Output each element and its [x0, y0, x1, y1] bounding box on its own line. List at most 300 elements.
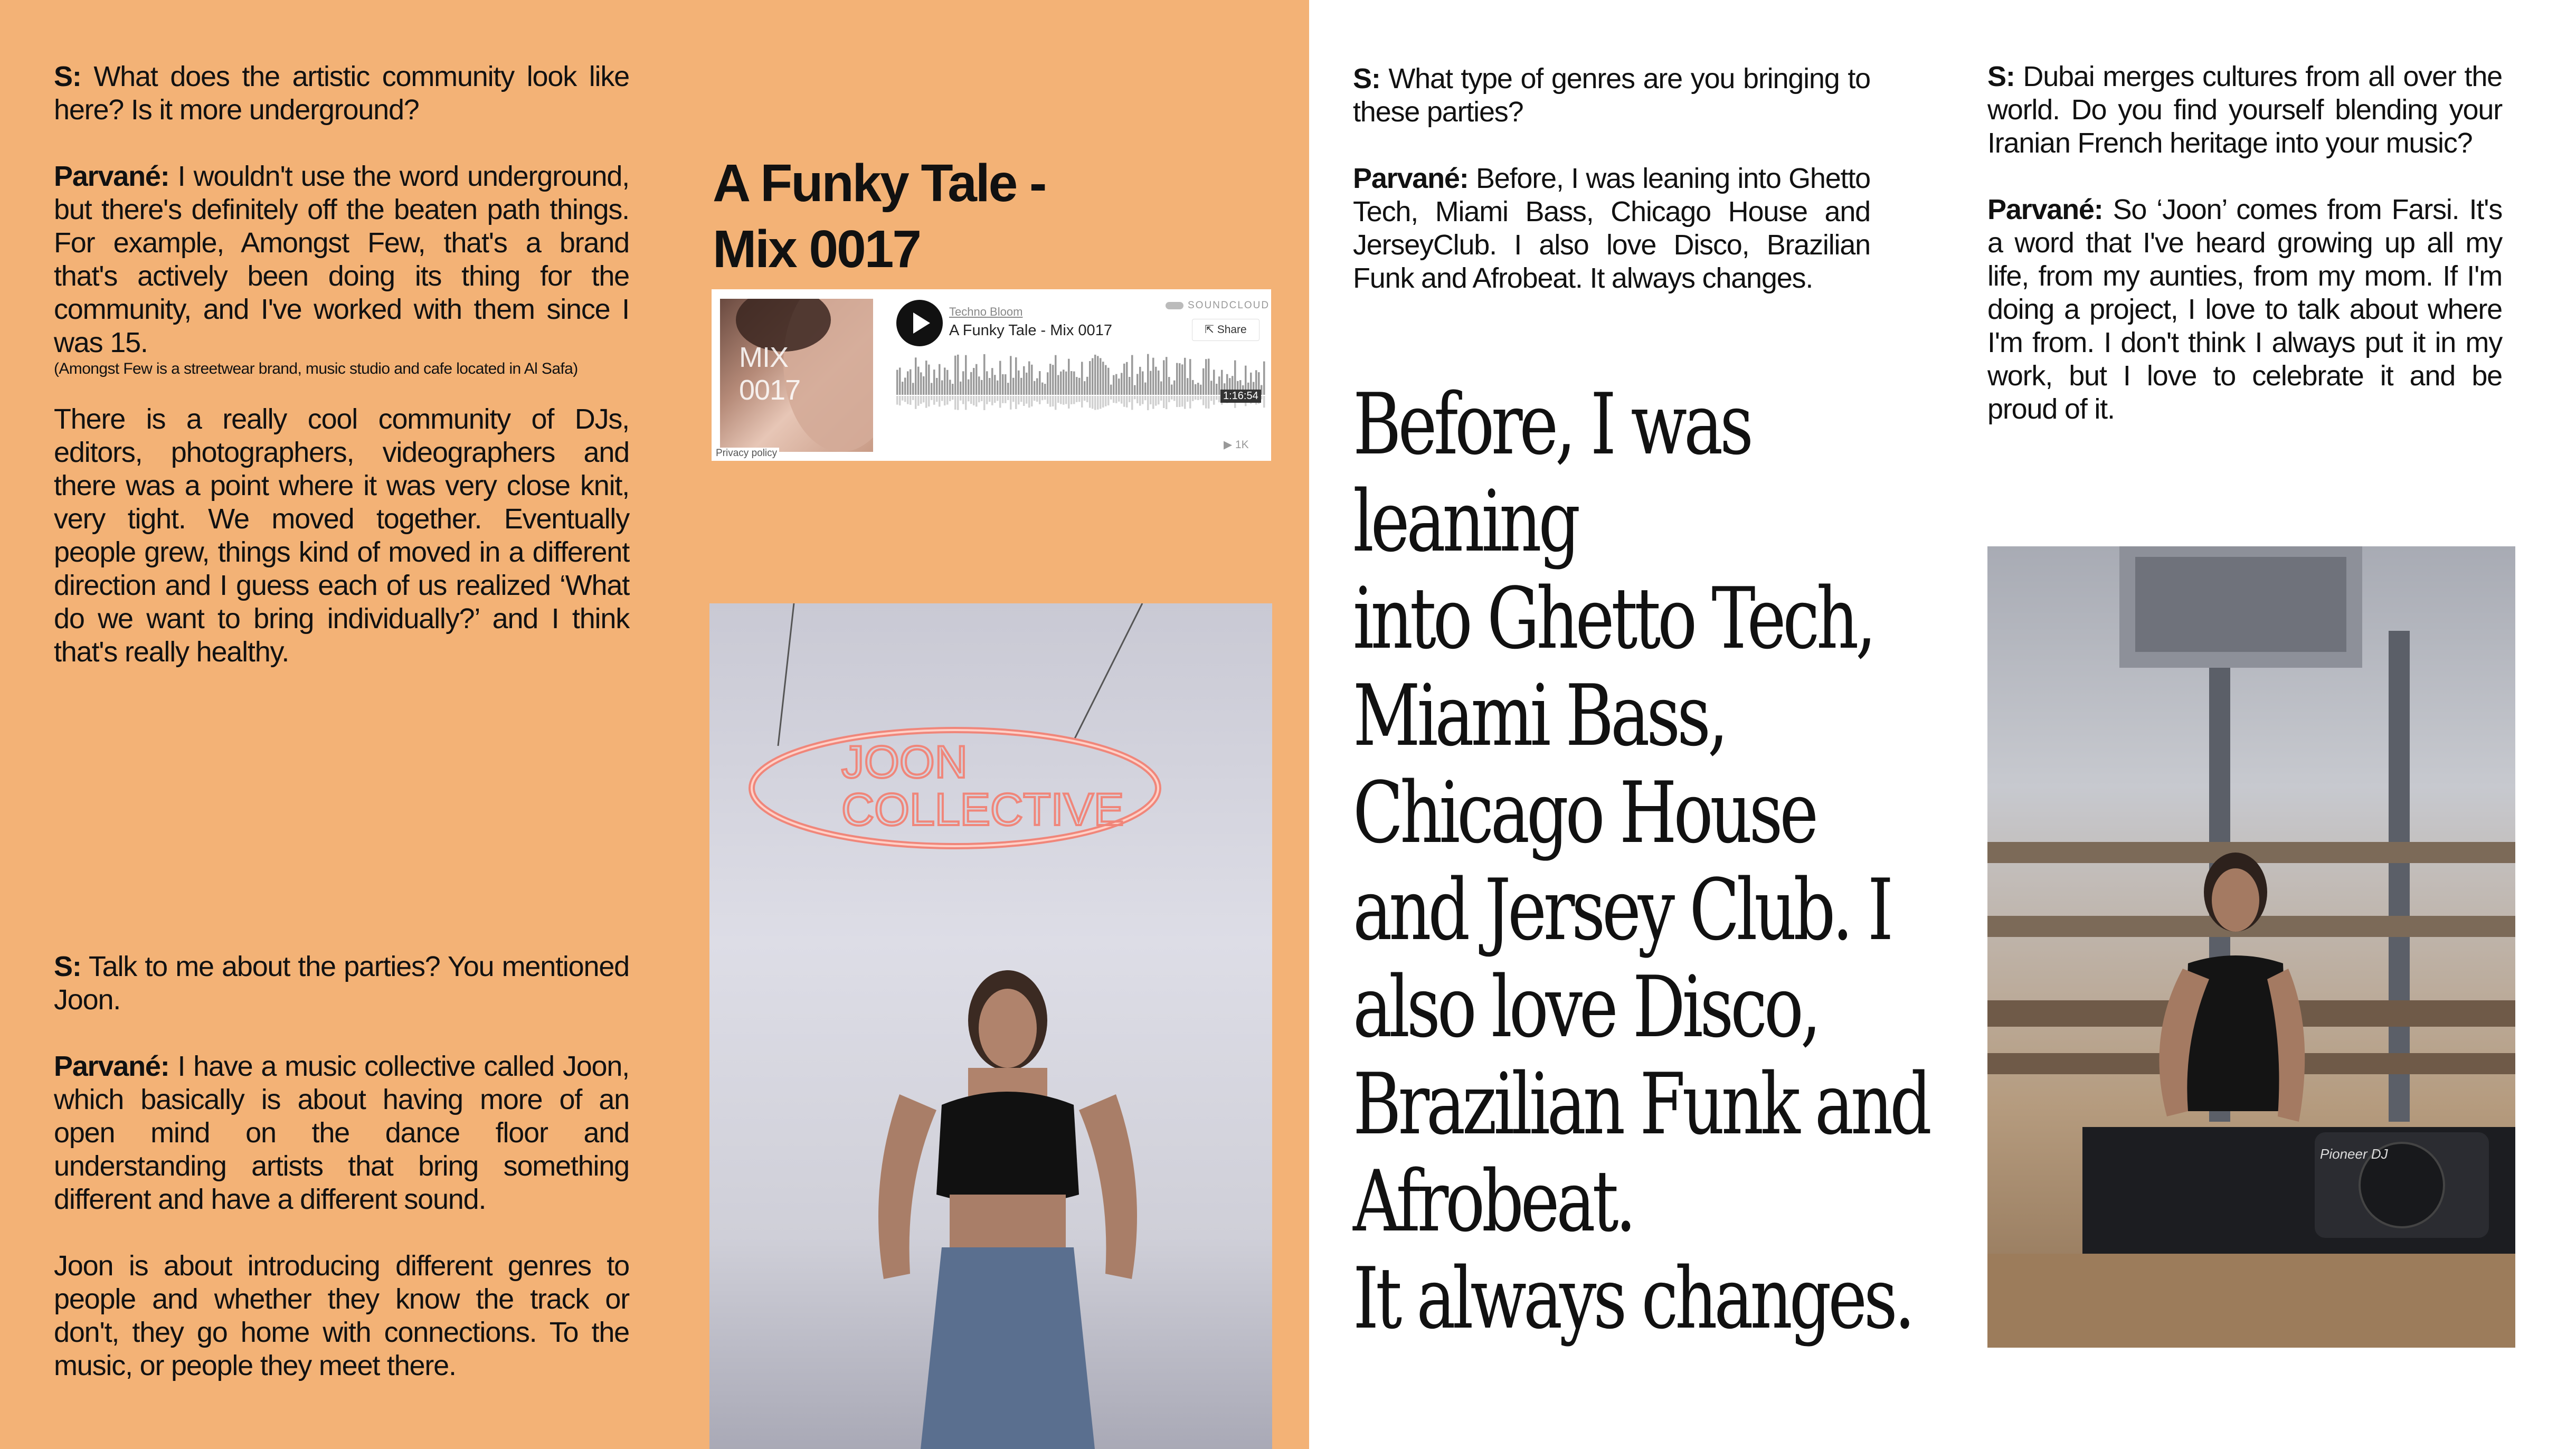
pull-quote-line: Miami Bass,: [1353, 666, 1726, 765]
interview-block-community: [54, 60, 629, 702]
waveform-reflection-bar: [1015, 396, 1017, 409]
waveform-reflection-bar: [1184, 396, 1186, 409]
waveform-bar: [1213, 370, 1215, 395]
waveform-reflection-bar: [1158, 396, 1160, 404]
waveform-reflection-bar: [1110, 396, 1112, 400]
waveform-reflection-bar: [915, 396, 917, 409]
waveform-bar: [1044, 384, 1046, 395]
waveform-reflection-bar: [1073, 396, 1075, 404]
waveform-reflection-bar: [944, 396, 946, 405]
waveform-bar: [1144, 383, 1147, 395]
waveform[interactable]: [896, 353, 1266, 421]
photo-illustration: [709, 603, 1272, 1449]
waveform-bar: [960, 382, 962, 395]
waveform-bar: [1107, 368, 1110, 395]
waveform-reflection-bar: [986, 396, 988, 404]
waveform-bar: [1057, 375, 1059, 395]
answer-text: Before, I was leaning into Ghetto Tech, Miami Bass, Chicago House and JerseyClub. I also love Disco, Brazilian Funk and Afrobeat. It always changes.: [1353, 163, 1870, 294]
waveform-bar: [1034, 381, 1036, 395]
waveform-bar: [1137, 374, 1139, 395]
waveform-bar: [1142, 372, 1144, 395]
waveform-bar: [1068, 359, 1070, 395]
waveform-bar: [1041, 383, 1044, 395]
waveform-bar: [1002, 374, 1004, 395]
waveform-reflection-bar: [1171, 396, 1173, 400]
waveform-bar: [983, 354, 986, 395]
waveform-reflection-bar: [907, 396, 909, 404]
waveform-reflection-bar: [1139, 396, 1141, 406]
pull-quote-line: It always changes.: [1353, 1249, 1912, 1348]
waveform-bar: [991, 368, 993, 395]
waveform-bar: [1031, 365, 1033, 395]
answer-text: I have a music collective called Joon, which basically is about having more of an open mind on the dance floor and understanding artists that bring something different and have a different sound.: [54, 1050, 629, 1215]
waveform-bar: [1039, 371, 1041, 395]
waveform-reflection-bar: [904, 396, 906, 402]
waveform-bar: [928, 365, 930, 395]
waveform-reflection-bar: [1102, 396, 1104, 408]
play-icon: [912, 312, 930, 334]
waveform-bar: [1202, 368, 1205, 395]
waveform-bar: [1065, 372, 1067, 395]
waveform-bar: [1205, 359, 1207, 395]
pull-quote: [1353, 376, 1929, 1347]
waveform-reflection-bar: [1010, 396, 1012, 410]
waveform-reflection-bar: [1121, 396, 1123, 404]
waveform-bar: [1179, 363, 1181, 395]
waveform-bar: [1115, 374, 1117, 395]
artwork-text: MIX 0017: [739, 342, 801, 406]
waveform-bar: [1094, 355, 1096, 395]
waveform-reflection-bar: [1031, 396, 1033, 406]
waveform-reflection-bar: [1115, 396, 1117, 403]
waveform-reflection-bar: [997, 396, 999, 401]
waveform-bar: [1049, 364, 1052, 395]
waveform-bar: [962, 371, 964, 395]
waveform-reflection-bar: [1076, 396, 1078, 402]
waveform-bar: [915, 357, 917, 395]
waveform-reflection-bar: [1063, 396, 1065, 405]
waveform-bar: [1005, 374, 1007, 395]
waveform-reflection-bar: [946, 396, 949, 405]
waveform-reflection-bar: [1129, 396, 1131, 402]
waveform-bar: [1081, 362, 1083, 395]
waveform-bar: [973, 368, 975, 395]
waveform-reflection-bar: [1134, 396, 1136, 399]
waveform-reflection-bar: [978, 396, 980, 402]
waveform-reflection-bar: [1131, 396, 1133, 410]
track-title[interactable]: A Funky Tale - Mix 0017: [949, 322, 1112, 339]
plays-icon: ▶: [1224, 439, 1235, 451]
waveform-reflection-bar: [1097, 396, 1099, 410]
waveform-reflection-bar: [941, 396, 943, 401]
waveform-reflection-bar: [1007, 396, 1009, 400]
answer-text: So ‘Joon’ comes from Farsi. It's a word that I've heard growing up all my life, from my aunties, from my mom. If I'm doing a project, I love to talk about where I'm from. I don't think I always put it in my work, but I love to celebrate it and be proud of it.: [1987, 194, 2502, 425]
question-text: What does the artistic community look like here? Is it more underground?: [54, 61, 629, 126]
waveform-bar: [968, 380, 970, 395]
waveform-bar: [1113, 375, 1115, 395]
waveform-bar: [1100, 358, 1102, 395]
waveform-bar: [944, 367, 946, 395]
waveform-bar: [1086, 377, 1088, 395]
waveform-bar: [1131, 355, 1133, 395]
mix-title-line-2: Mix 0017: [713, 220, 920, 279]
speaker-label: Parvané:: [1353, 163, 1469, 194]
waveform-bar: [1216, 384, 1218, 395]
waveform-bar: [1089, 361, 1091, 395]
waveform-reflection-bar: [920, 396, 922, 404]
track-artwork[interactable]: [720, 299, 873, 452]
waveform-bar: [941, 381, 943, 395]
waveform-bar: [989, 378, 991, 395]
waveform-bar: [986, 371, 988, 395]
waveform-reflection-bar: [1163, 396, 1165, 408]
waveform-bar: [1163, 360, 1165, 395]
waveform-bar: [1026, 373, 1028, 395]
waveform-reflection-bar: [1018, 396, 1020, 404]
waveform-bar: [954, 356, 956, 395]
waveform-bar: [925, 361, 927, 395]
waveform-reflection-bar: [1166, 396, 1168, 409]
waveform-reflection-bar: [1202, 396, 1205, 405]
waveform-reflection-bar: [1155, 396, 1157, 406]
waveform-reflection-bar: [1176, 396, 1178, 407]
waveform-bar: [902, 382, 904, 395]
soundcloud-player[interactable]: [712, 289, 1271, 461]
speaker-label: Parvané:: [54, 1050, 169, 1082]
waveform-reflection-bar: [968, 396, 970, 401]
waveform-bar: [1200, 385, 1202, 395]
speaker-label: S:: [1353, 63, 1380, 94]
waveform-reflection-bar: [954, 396, 956, 410]
waveform-bar: [896, 370, 898, 395]
waveform-bar: [1028, 362, 1030, 395]
question-text: Talk to me about the parties? You mentioned Joon.: [54, 951, 629, 1016]
waveform-reflection-bar: [957, 396, 959, 410]
waveform-bar: [1105, 365, 1107, 395]
waveform-bar: [1015, 357, 1017, 395]
waveform-bar: [1020, 378, 1022, 395]
waveform-reflection-bar: [1023, 396, 1025, 406]
waveform-reflection-bar: [1084, 396, 1086, 401]
waveform-bar: [939, 364, 941, 395]
waveform-bar: [999, 361, 1001, 395]
speaker-label: S:: [54, 951, 81, 982]
waveform-reflection-bar: [1113, 396, 1115, 403]
waveform-bar: [1139, 367, 1141, 395]
waveform-bar: [1063, 370, 1065, 395]
waveform-bar: [933, 370, 935, 395]
answer-text: There is a really cool community of DJs, editors, photographers, videographers and there was a point where it was very close knit, very tight. We moved together. Eventually people grew, things kind of moved in a different direction and I guess each of us realized ‘What do we want to bring individually?’ and I think that's really healthy.: [54, 403, 629, 668]
waveform-reflection-bar: [1094, 396, 1096, 410]
waveform-bar: [1166, 357, 1168, 395]
waveform-bar: [1184, 358, 1186, 395]
waveform-bar: [1078, 378, 1081, 395]
waveform-reflection-bar: [1081, 396, 1083, 408]
waveform-reflection-bar: [1147, 396, 1149, 410]
waveform-reflection-bar: [1181, 396, 1183, 406]
interview-block-parties: [54, 950, 629, 1416]
waveform-bar: [1263, 362, 1265, 395]
waveform-reflection-bar: [1047, 396, 1049, 404]
answer-text: I wouldn't use the word underground, but there's definitely off the beaten path things. For example, Amongst Few, that's a brand that's actively been doing its thing for the community, and I've worked with them since I was 15.: [54, 160, 629, 358]
waveform-reflection-bar: [1123, 396, 1125, 407]
waveform-reflection-bar: [1044, 396, 1046, 400]
waveform-reflection-bar: [1142, 396, 1144, 404]
waveform-bar: [904, 377, 906, 395]
soundcloud-logo[interactable]: SOUNDCLOUD: [1166, 300, 1270, 311]
waveform-bar: [1121, 373, 1123, 395]
waveform-reflection-bar: [1210, 396, 1213, 401]
waveform-reflection-bar: [923, 396, 925, 402]
waveform-reflection-bar: [912, 396, 914, 400]
waveform-bar: [936, 378, 938, 395]
waveform-bar: [1092, 358, 1094, 395]
waveform-reflection-bar: [1039, 396, 1041, 404]
waveform-bar: [1150, 371, 1152, 395]
pull-quote-line: into Ghetto Tech,: [1353, 569, 1873, 668]
waveform-bar: [946, 370, 949, 395]
waveform-reflection-bar: [1126, 396, 1128, 408]
waveform-bar: [1036, 378, 1038, 395]
waveform-reflection-bar: [983, 396, 986, 410]
waveform-reflection-bar: [1020, 396, 1022, 402]
waveform-bar: [1055, 355, 1057, 395]
share-button[interactable]: ⇱ Share: [1192, 319, 1259, 341]
question-text: What type of genres are you bringing to these parties?: [1353, 63, 1870, 128]
waveform-reflection-bar: [1152, 396, 1154, 409]
waveform-reflection-bar: [1187, 396, 1189, 402]
equipment-label: Pioneer DJ: [2320, 1146, 2388, 1162]
waveform-bar: [1110, 385, 1112, 395]
waveform-bar: [1073, 372, 1075, 395]
waveform-reflection-bar: [1213, 396, 1215, 405]
pull-quote-line: Afrobeat.: [1353, 1152, 1633, 1251]
waveform-bar: [1208, 358, 1210, 395]
waveform-reflection-bar: [1065, 396, 1067, 404]
waveform-bar: [1218, 376, 1220, 395]
neon-text-line-1: JOON: [841, 737, 968, 788]
waveform-bar: [1152, 358, 1154, 395]
waveform-reflection-bar: [994, 396, 996, 403]
waveform-reflection-bar: [936, 396, 938, 402]
waveform-reflection-bar: [1057, 396, 1059, 403]
waveform-bar: [923, 376, 925, 395]
privacy-policy-link[interactable]: Privacy policy: [714, 448, 779, 459]
waveform-reflection-bar: [1041, 396, 1044, 400]
photo-dj-neon-sign: [709, 603, 1272, 1449]
waveform-reflection-bar: [1071, 396, 1073, 404]
waveform-reflection-bar: [1205, 396, 1207, 409]
waveform-reflection-bar: [1028, 396, 1030, 408]
waveform-reflection-bar: [1118, 396, 1120, 402]
waveform-bar: [1126, 362, 1128, 395]
waveform-bar: [1189, 359, 1191, 395]
waveform-bar: [957, 355, 959, 395]
waveform-reflection-bar: [931, 396, 933, 400]
waveform-reflection-bar: [1189, 396, 1191, 409]
waveform-reflection-bar: [1160, 396, 1162, 401]
waveform-bar: [910, 370, 912, 395]
waveform-bar: [1023, 366, 1025, 395]
pull-quote-line: Brazilian Funk and: [1353, 1055, 1929, 1153]
share-icon: ⇱: [1205, 324, 1217, 336]
waveform-bar: [899, 367, 901, 395]
waveform-reflection-bar: [1150, 396, 1152, 404]
waveform-bar: [1123, 364, 1125, 395]
speaker-label: S:: [54, 61, 81, 92]
waveform-bar: [1176, 363, 1178, 395]
waveform-reflection-bar: [1263, 396, 1265, 408]
waveform-reflection-bar: [1173, 396, 1176, 401]
waveform-reflection-bar: [1216, 396, 1218, 400]
neon-text-line-2: COLLECTIVE: [841, 784, 1124, 835]
waveform-reflection-bar: [1100, 396, 1102, 409]
waveform-bar: [1097, 356, 1099, 395]
question-text: Dubai merges cultures from all over the world. Do you find yourself blending your Iranian French heritage into your music?: [1987, 61, 2502, 159]
waveform-reflection-bar: [1012, 396, 1015, 402]
waveform-reflection-bar: [970, 396, 972, 404]
waveform-bar: [1012, 378, 1015, 395]
waveform-bar: [981, 380, 983, 395]
waveform-bar: [1129, 377, 1131, 395]
waveform-bar: [1071, 371, 1073, 395]
waveform-reflection-bar: [976, 396, 978, 406]
waveform-reflection-bar: [928, 396, 930, 406]
waveform-reflection-bar: [989, 396, 991, 402]
waveform-reflection-bar: [899, 396, 901, 405]
waveform-reflection-bar: [1144, 396, 1147, 400]
waveform-bar: [1195, 384, 1197, 395]
pull-quote-line: also love Disco,: [1353, 958, 1819, 1056]
waveform-reflection-bar: [1055, 396, 1057, 410]
waveform-reflection-bar: [1107, 396, 1110, 405]
waveform-reflection-bar: [1034, 396, 1036, 401]
waveform-reflection-bar: [1195, 396, 1197, 400]
waveform-reflection-bar: [960, 396, 962, 401]
waveform-bar: [1160, 382, 1162, 395]
waveform-bar: [1210, 381, 1213, 395]
waveform-reflection-bar: [1218, 396, 1220, 402]
waveform-reflection-bar: [1092, 396, 1094, 409]
waveform-reflection-bar: [933, 396, 935, 405]
waveform-reflection-bar: [1026, 396, 1028, 404]
waveform-reflection-bar: [1086, 396, 1088, 402]
waveform-bar: [1084, 381, 1086, 395]
pull-quote-line: leaning: [1353, 472, 1578, 571]
play-count: ▶ 1K: [1224, 439, 1249, 451]
waveform-bar: [976, 364, 978, 395]
waveform-bar: [1052, 365, 1054, 395]
interview-block-heritage: [1987, 60, 2502, 426]
waveform-reflection-bar: [981, 396, 983, 401]
waveform-bar: [965, 355, 967, 395]
waveform-reflection-bar: [1089, 396, 1091, 408]
waveform-reflection-bar: [1168, 396, 1170, 402]
waveform-reflection-bar: [939, 396, 941, 406]
waveform-bar: [1134, 385, 1136, 395]
waveform-reflection-bar: [1068, 396, 1070, 409]
waveform-reflection-bar: [999, 396, 1001, 408]
waveform-reflection-bar: [1078, 396, 1081, 402]
waveform-reflection-bar: [1005, 396, 1007, 403]
artist-link[interactable]: Techno Bloom: [949, 305, 1023, 318]
waveform-reflection-bar: [1060, 396, 1062, 404]
soundcloud-logo-icon: [1166, 302, 1183, 309]
waveform-reflection-bar: [952, 396, 954, 400]
waveform-reflection-bar: [902, 396, 904, 401]
waveform-bar: [1192, 380, 1194, 395]
speaker-label: S:: [1987, 61, 2015, 92]
waveform-reflection-bar: [1052, 396, 1054, 406]
waveform-reflection-bar: [1192, 396, 1194, 401]
waveform-bar: [994, 375, 996, 395]
waveform-bar: [949, 380, 951, 395]
waveform-reflection-bar: [1036, 396, 1038, 402]
waveform-reflection-bar: [1208, 396, 1210, 409]
waveform-bar: [1102, 362, 1104, 395]
waveform-reflection-bar: [1049, 396, 1052, 407]
pull-quote-line: Before, I was: [1353, 375, 1750, 473]
waveform-reflection-bar: [949, 396, 951, 401]
interview-block-genres: [1353, 62, 1870, 295]
mix-title-line-1: A Funky Tale -: [713, 154, 1046, 213]
waveform-bar: [917, 367, 920, 395]
track-duration: 1:16:54: [1220, 390, 1261, 403]
waveform-bar: [1173, 381, 1176, 395]
waveform-bar: [1060, 372, 1062, 395]
waveform-bar: [970, 372, 972, 395]
waveform-bar: [1181, 364, 1183, 395]
speaker-label: Parvané:: [1987, 194, 2103, 225]
waveform-bar: [907, 371, 909, 395]
waveform-bar: [1118, 378, 1120, 395]
photo-illustration: [1987, 546, 2515, 1348]
waveform-reflection-bar: [1179, 396, 1181, 407]
waveform-reflection-bar: [991, 396, 993, 405]
waveform-reflection-bar: [1105, 396, 1107, 406]
pull-quote-line: and Jersey Club. I: [1353, 860, 1890, 959]
waveform-reflection-bar: [910, 396, 912, 405]
waveform-bar: [1171, 385, 1173, 395]
waveform-bar: [1158, 371, 1160, 395]
waveform-bar: [912, 383, 914, 395]
waveform-bar: [1018, 371, 1020, 395]
footnote: (Amongst Few is a streetwear brand, music studio and cafe located in Al Safa): [54, 360, 578, 377]
waveform-bar: [1187, 378, 1189, 395]
pull-quote-line: Chicago House: [1353, 763, 1815, 862]
waveform-bar: [1007, 383, 1009, 395]
waveform-bar: [920, 372, 922, 395]
waveform-bar: [1010, 356, 1012, 395]
waveform-reflection-bar: [962, 396, 964, 404]
answer-text: Joon is about introducing different genres to people and whether they know the track or don't, they go home with connections. To the music, or people they meet there.: [54, 1250, 629, 1381]
waveform-bar: [978, 376, 980, 395]
waveform-bar: [1147, 354, 1149, 395]
play-button[interactable]: [896, 300, 943, 346]
waveform-bar: [1197, 383, 1199, 395]
waveform-bar: [1155, 367, 1157, 395]
waveform-reflection-bar: [1137, 396, 1139, 403]
speaker-label: Parvané:: [54, 160, 169, 192]
waveform-bar: [952, 384, 954, 395]
waveform-reflection-bar: [1197, 396, 1199, 400]
waveform-bar: [1168, 377, 1170, 395]
waveform-reflection-bar: [917, 396, 920, 406]
waveform-bar: [931, 383, 933, 395]
waveform-reflection-bar: [973, 396, 975, 405]
waveform-reflection-bar: [925, 396, 927, 408]
photo-dj-at-decks: [1987, 546, 2515, 1348]
